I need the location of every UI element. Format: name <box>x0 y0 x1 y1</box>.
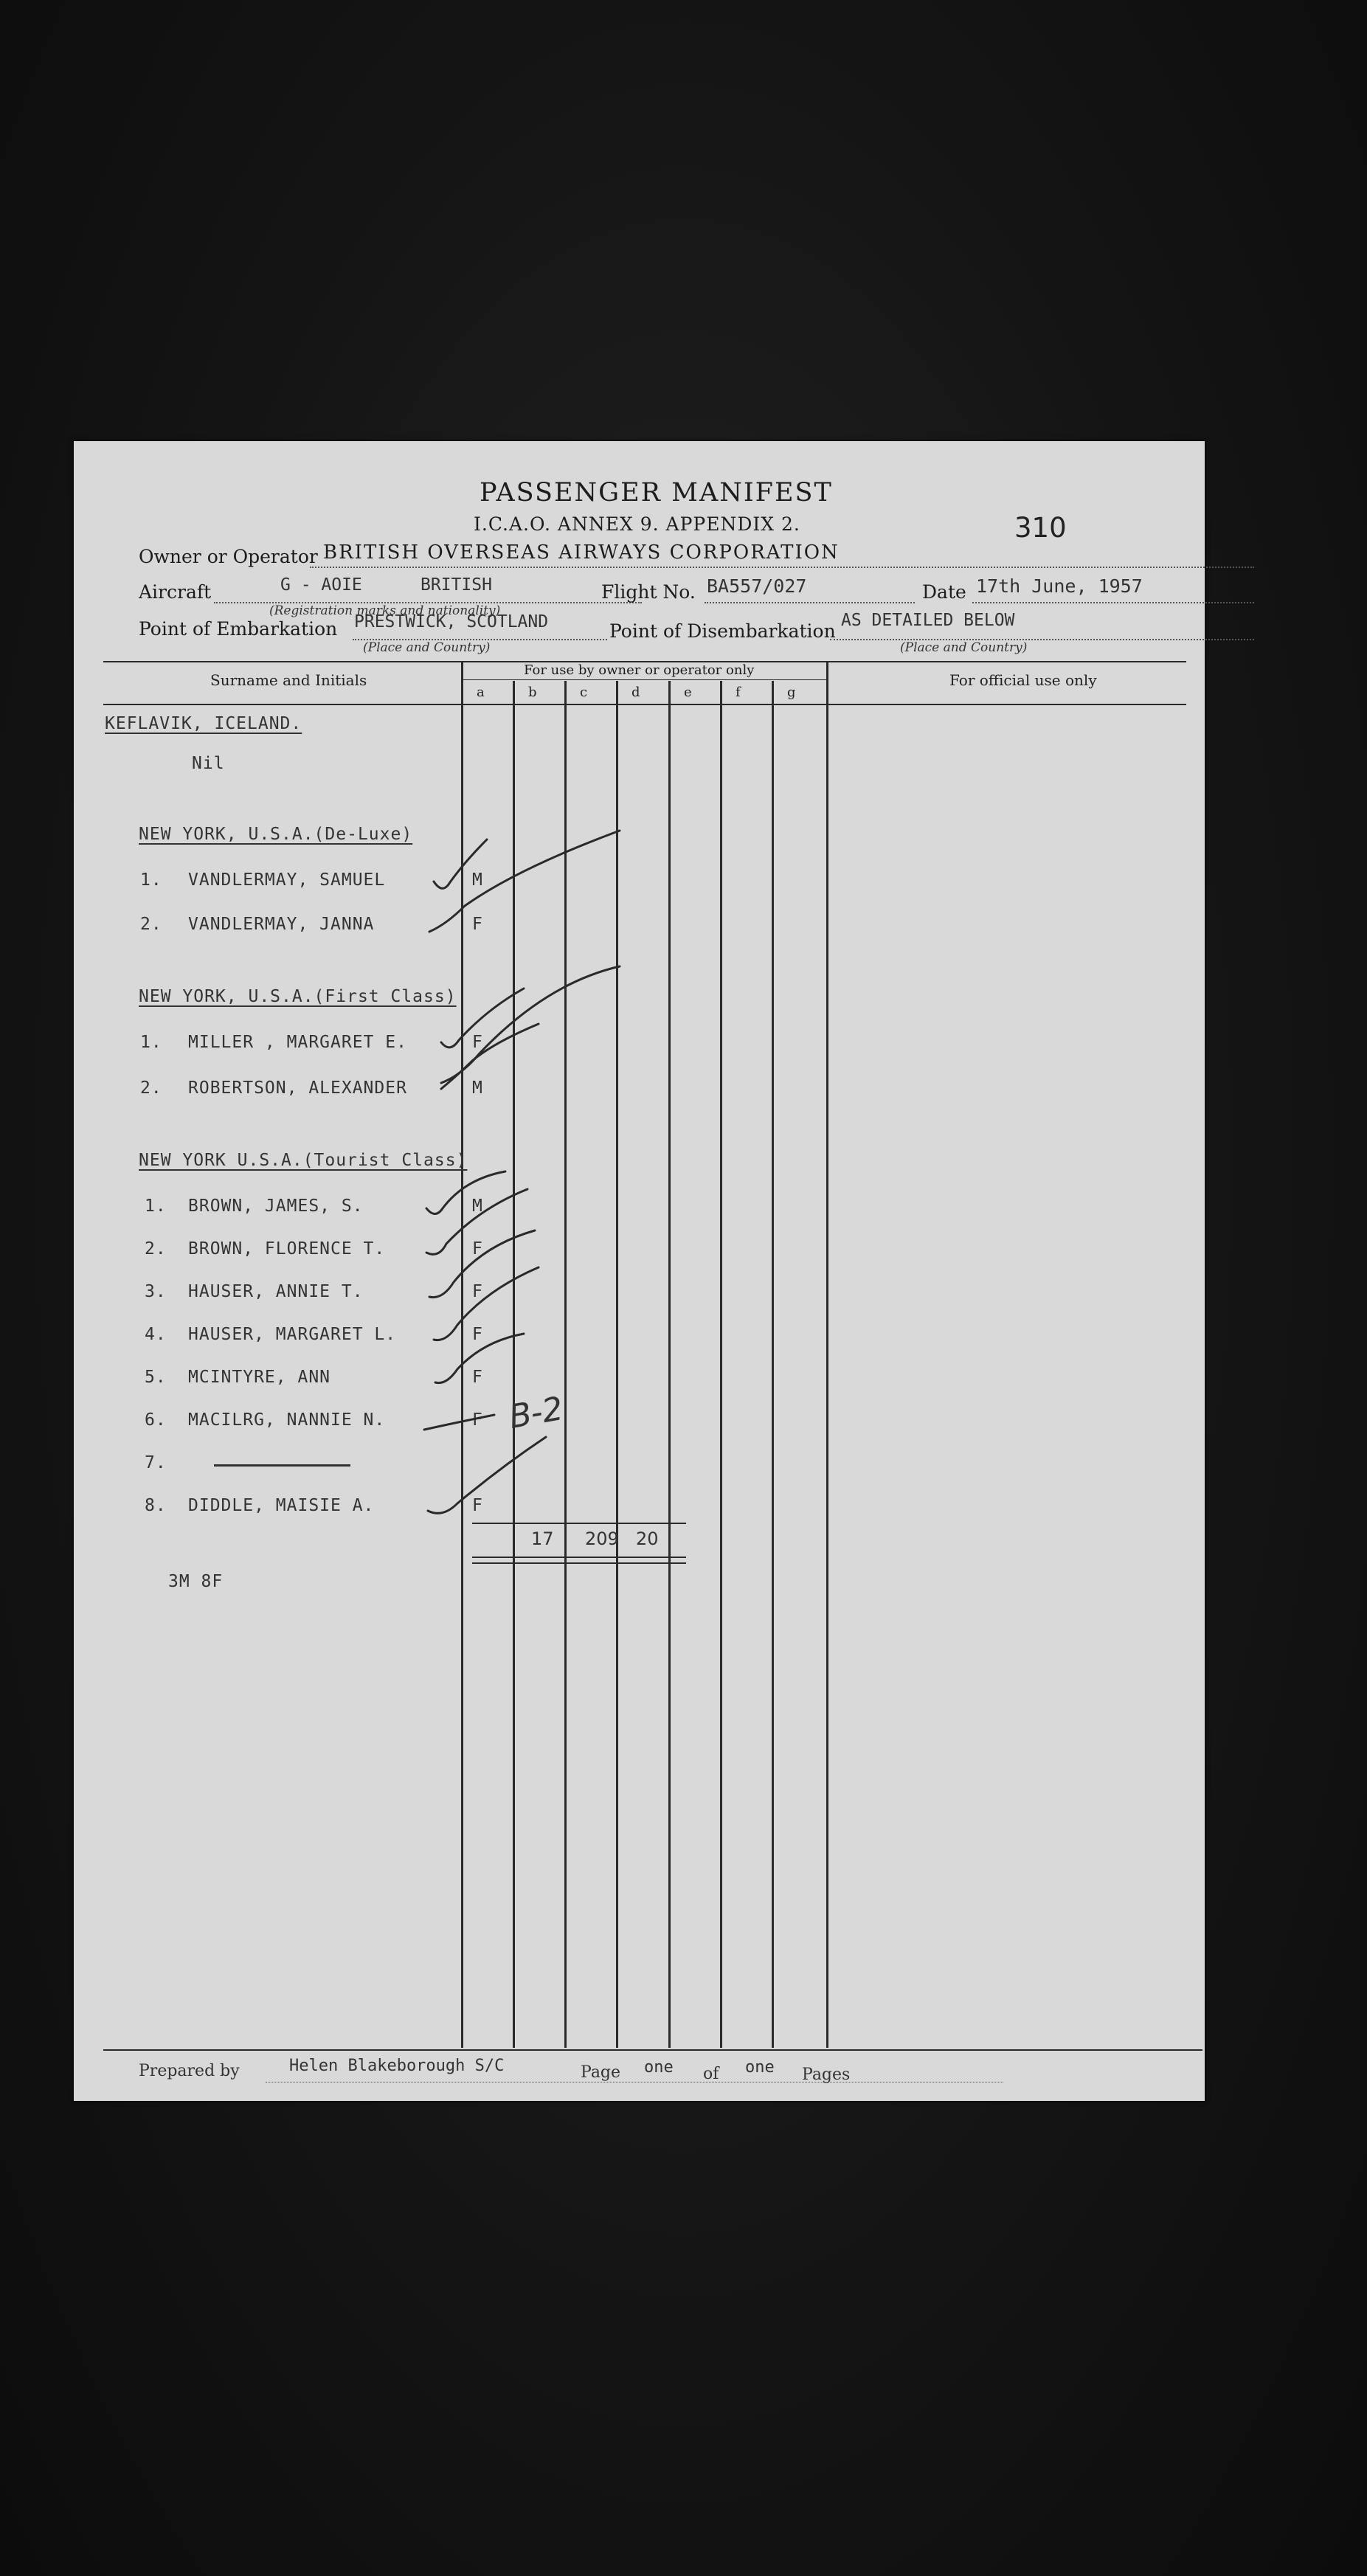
prepared-by-value: Helen Blakeborough S/C <box>289 2057 505 2075</box>
row-number: 2. <box>145 1239 167 1258</box>
passenger-name: MACILRG, NANNIE N. <box>188 1410 386 1430</box>
passenger-sex: F <box>472 915 483 934</box>
passenger-sex: F <box>472 1239 483 1258</box>
page-number-value: one <box>644 2058 674 2077</box>
keflavik-nil: Nil <box>192 754 225 773</box>
total-column-b: 17 <box>531 1528 554 1549</box>
passenger-sex: M <box>472 1078 483 1098</box>
passenger-name: BROWN, FLORENCE T. <box>188 1239 386 1258</box>
disembarkation-note: (Place and Country) <box>900 640 1028 655</box>
row-number: 5. <box>145 1368 167 1387</box>
check-mark <box>424 1415 494 1430</box>
row-number: 2. <box>140 915 162 934</box>
passenger-sex: F <box>472 1033 483 1052</box>
check-mark <box>434 1267 539 1340</box>
date-value: 17th June, 1957 <box>976 575 1143 597</box>
passenger-name: MCINTYRE, ANN <box>188 1368 331 1387</box>
manifest-title: PASSENGER MANIFEST <box>480 478 833 508</box>
aircraft-nationality: BRITISH <box>421 575 492 595</box>
passenger-name: VANDLERMAY, JANNA <box>188 915 375 934</box>
column-letter-c: c <box>580 685 588 700</box>
row-number: 2. <box>140 1078 162 1098</box>
passenger-name: MILLER , MARGARET E. <box>188 1033 407 1052</box>
page-label: Page <box>581 2063 621 2082</box>
manifest-subtitle: I.C.A.O. ANNEX 9. APPENDIX 2. <box>474 513 800 535</box>
passenger-sex: F <box>472 1368 483 1387</box>
pages-label: Pages <box>802 2066 851 2084</box>
page-reference-number: 310 <box>1014 512 1067 544</box>
group-heading-deluxe: NEW YORK, U.S.A.(De-Luxe) <box>139 825 413 844</box>
summary-count: 3M 8F <box>168 1572 224 1591</box>
passenger-name: ROBERTSON, ALEXANDER <box>188 1078 407 1098</box>
aircraft-label: Aircraft <box>139 581 212 603</box>
passenger-name: HAUSER, MARGARET L. <box>188 1325 397 1344</box>
group-heading-first-class: NEW YORK, U.S.A.(First Class) <box>139 987 457 1006</box>
embarkation-label: Point of Embarkation <box>139 618 338 640</box>
check-mark <box>441 1024 539 1089</box>
check-mark <box>429 831 620 932</box>
total-column-d: 20 <box>636 1528 659 1549</box>
column-official-header: For official use only <box>949 671 1097 689</box>
embarkation-value: PRESTWICK, SCOTLAND <box>354 612 549 631</box>
row-number: 6. <box>145 1410 167 1430</box>
passenger-name: BROWN, JAMES, S. <box>188 1197 364 1216</box>
disembarkation-label: Point of Disembarkation <box>609 620 836 642</box>
prepared-by-label: Prepared by <box>139 2062 240 2080</box>
check-mark <box>429 1230 535 1298</box>
handwritten-annotation: B-2 <box>506 1390 567 1436</box>
check-mark <box>428 1437 546 1513</box>
owner-label: Owner or Operator <box>139 546 318 567</box>
flight-label: Flight No. <box>601 581 696 603</box>
check-mark <box>434 839 487 888</box>
row-number: 1. <box>140 870 162 890</box>
passenger-sex: M <box>472 1197 483 1216</box>
row-number: 1. <box>140 1033 162 1052</box>
row-number: 1. <box>145 1197 167 1216</box>
group-heading-keflavik: KEFLAVIK, ICELAND. <box>105 714 302 733</box>
check-mark <box>426 1189 527 1254</box>
group-heading-tourist-class: NEW YORK U.S.A.(Tourist Class) <box>139 1151 468 1170</box>
disembarkation-value: AS DETAILED BELOW <box>841 611 1015 630</box>
column-letter-a: a <box>477 685 485 700</box>
flight-number: BA557/027 <box>707 575 807 597</box>
column-letter-g: g <box>787 685 796 700</box>
passenger-name: VANDLERMAY, SAMUEL <box>188 870 386 890</box>
passenger-sex: F <box>472 1282 483 1301</box>
passenger-sex: F <box>472 1325 483 1344</box>
total-column-c: 209 <box>585 1528 619 1549</box>
row-number: 4. <box>145 1325 167 1344</box>
row-number: 8. <box>145 1496 167 1515</box>
column-letter-e: e <box>684 685 692 700</box>
passenger-sex: F <box>472 1410 483 1430</box>
aircraft-note: (Registration marks and nationality) <box>269 603 501 618</box>
row-number: 7. <box>145 1453 167 1472</box>
passenger-sex: F <box>472 1496 483 1515</box>
row-number: 3. <box>145 1282 167 1301</box>
owner-value: BRITISH OVERSEAS AIRWAYS CORPORATION <box>323 541 840 564</box>
aircraft-registration: G - AOIE <box>280 575 362 595</box>
column-owner-use-header: For use by owner or operator only <box>524 662 755 678</box>
passenger-name: DIDDLE, MAISIE A. <box>188 1496 375 1515</box>
passenger-sex: M <box>472 870 483 890</box>
date-label: Date <box>922 581 966 603</box>
handwritten-check-marks <box>74 441 1205 2101</box>
column-letter-f: f <box>736 685 741 700</box>
passenger-name: HAUSER, ANNIE T. <box>188 1282 364 1301</box>
column-surname-header: Surname and Initials <box>210 671 367 689</box>
manifest-sheet <box>74 441 1205 2101</box>
check-mark <box>426 1171 505 1214</box>
check-mark <box>441 988 524 1048</box>
embarkation-note: (Place and Country) <box>363 640 491 655</box>
page-count-value: one <box>745 2058 775 2077</box>
column-letter-b: b <box>528 685 537 700</box>
check-mark <box>435 1334 524 1383</box>
column-letter-d: d <box>631 685 640 700</box>
of-label: of <box>703 2065 719 2083</box>
